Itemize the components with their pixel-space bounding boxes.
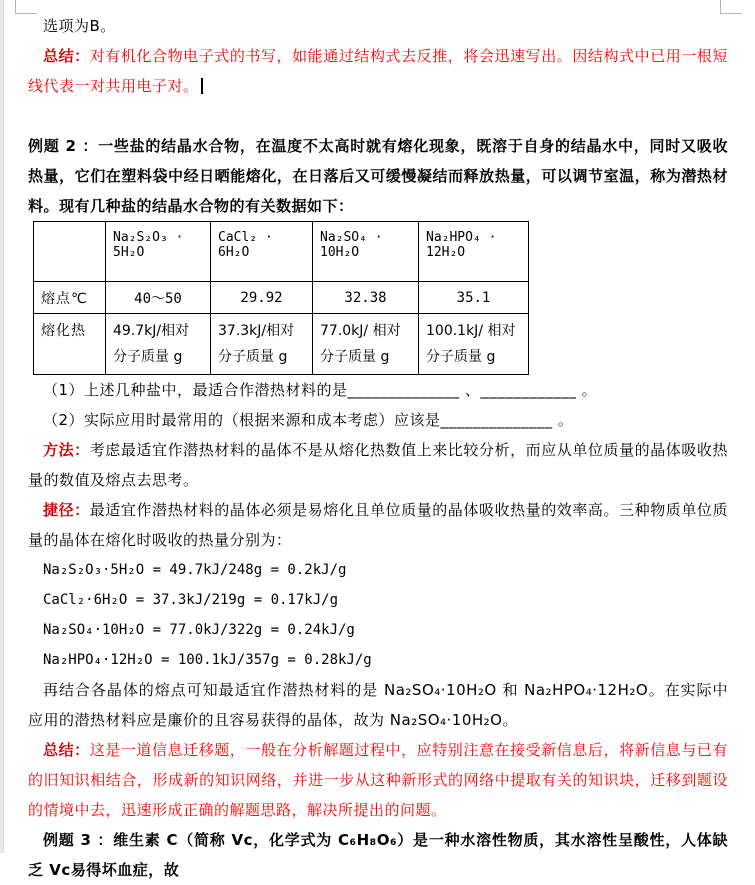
salt-hydrate-table	[33, 221, 529, 375]
blank-line	[28, 101, 728, 131]
question-1-text: （1）上述几种盐中，最适合作潜热材料的是______________ 、____________ 。	[43, 381, 598, 399]
example-3-text: 维生素 C（简称 Vc，化学式为 C₆H₈O₆）是一种水溶性物质，其水溶性呈酸性，人体缺乏 Vc易得坏血症，故	[28, 831, 728, 879]
melting-point-row	[34, 282, 529, 314]
header-cell-compound-1: Na₂S₂O₃ · 5H₂O	[106, 222, 211, 282]
heat-of-fusion-row	[34, 314, 529, 375]
equation-1: Na₂S₂O₃·5H₂O = 49.7kJ/248g = 0.2kJ/g	[43, 562, 347, 578]
text-cursor	[201, 78, 203, 94]
header-cell-compound-2: CaCl₂ · 6H₂O	[211, 222, 313, 282]
heat-of-fusion-value-1: 49.7kJ/相对分子质量 g	[106, 314, 211, 375]
question-1	[28, 375, 728, 405]
heat-of-fusion-label: 熔化热	[34, 314, 106, 375]
document-text-area[interactable]	[28, 11, 728, 885]
equation-3: Na₂SO₄·10H₂O = 77.0kJ/322g = 0.24kJ/g	[43, 622, 355, 638]
intro-line	[28, 11, 728, 41]
melting-point-value-2: 29.92	[211, 282, 313, 314]
melting-point-value-1: 40～50	[106, 282, 211, 314]
header-cell-compound-3: Na₂SO₄ · 10H₂O	[313, 222, 419, 282]
shortcut-paragraph	[28, 495, 728, 555]
example-2-text: 一些盐的结晶水合物，在温度不太高时就有熔化现象，既溶于自身的结晶水中，同时又吸收热量，它们在塑料袋中经日晒能熔化，在日落后又可缓慢凝结而释放热量，可以调节室温，称为潜热材料。现有几种盐的结晶水合物的有关数据如下：	[28, 137, 728, 215]
melting-point-value-3: 32.38	[313, 282, 419, 314]
summary-2-paragraph	[28, 735, 728, 825]
summary-1-paragraph	[28, 41, 728, 101]
analysis-paragraph	[28, 675, 728, 735]
page-edge	[0, 0, 4, 853]
shortcut-text: 最适宜作潜热材料的晶体必须是易熔化且单位质量的晶体吸收热量的效率高。三种物质单位质量的晶体在熔化时吸收的热量分别为：	[28, 501, 728, 549]
example-2-paragraph	[28, 131, 728, 221]
summary-2-text: 这是一道信息迁移题，一般在分析解题过程中，应特别注意在接受新信息后，将新信息与已有的旧知识相结合，形成新的知识网络，并进一步从这种新形式的网络中提取有关的知识块，迁移到题设的情境中去，迅速形成正确的解题思路，解决所提出的问题。	[28, 741, 728, 819]
intro-text: 选项为B。	[43, 17, 116, 35]
method-text: 考虑最适宜作潜热材料的晶体不是从熔化热数值上来比较分析，而应从单位质量的晶体吸收热量的数值及熔点去思考。	[28, 441, 728, 489]
example-2-label: 例题 2 ：	[28, 137, 99, 155]
equation-2: CaCl₂·6H₂O = 37.3kJ/219g = 0.17kJ/g	[43, 592, 339, 608]
melting-point-value-4: 35.1	[419, 282, 529, 314]
question-2-text: （2）实际应用时最常用的（根据来源和成本考虑）应该是______________ 。	[43, 411, 574, 429]
heat-of-fusion-value-2: 37.3kJ/相对分子质量 g	[211, 314, 313, 375]
melting-point-label: 熔点℃	[34, 282, 106, 314]
analysis-text: 再结合各晶体的熔点可知最适宜作潜热材料的是 Na₂SO₄·10H₂O 和 Na₂HPO₄·12H₂O。在实际中应用的潜热材料应是廉价的且容易获得的晶体，故为 Na₂SO₄·10H₂O。	[28, 681, 728, 729]
equation-4: Na₂HPO₄·12H₂O = 100.1kJ/357g = 0.28kJ/g	[43, 652, 372, 668]
example-3-paragraph	[28, 825, 728, 885]
method-paragraph	[28, 435, 728, 495]
shortcut-label: 捷径：	[43, 501, 90, 519]
summary-2-label: 总结：	[43, 741, 90, 759]
question-2	[28, 405, 728, 435]
header-cell-empty	[34, 222, 106, 282]
method-label: 方法：	[43, 441, 90, 459]
summary-1-text: 对有机化合物电子式的书写，如能通过结构式去反推，将会迅速写出。因结构式中已用一根短线代表一对共用电子对。	[28, 47, 728, 95]
summary-1-label: 总结：	[43, 47, 90, 65]
header-cell-compound-4: Na₂HPO₄ · 12H₂O	[419, 222, 529, 282]
heat-of-fusion-value-3: 77.0kJ/ 相对分子质量 g	[313, 314, 419, 375]
example-3-label: 例题 3 ：	[43, 831, 114, 849]
heat-of-fusion-value-4: 100.1kJ/ 相对分子质量 g	[419, 314, 529, 375]
table-header-row	[34, 222, 529, 282]
